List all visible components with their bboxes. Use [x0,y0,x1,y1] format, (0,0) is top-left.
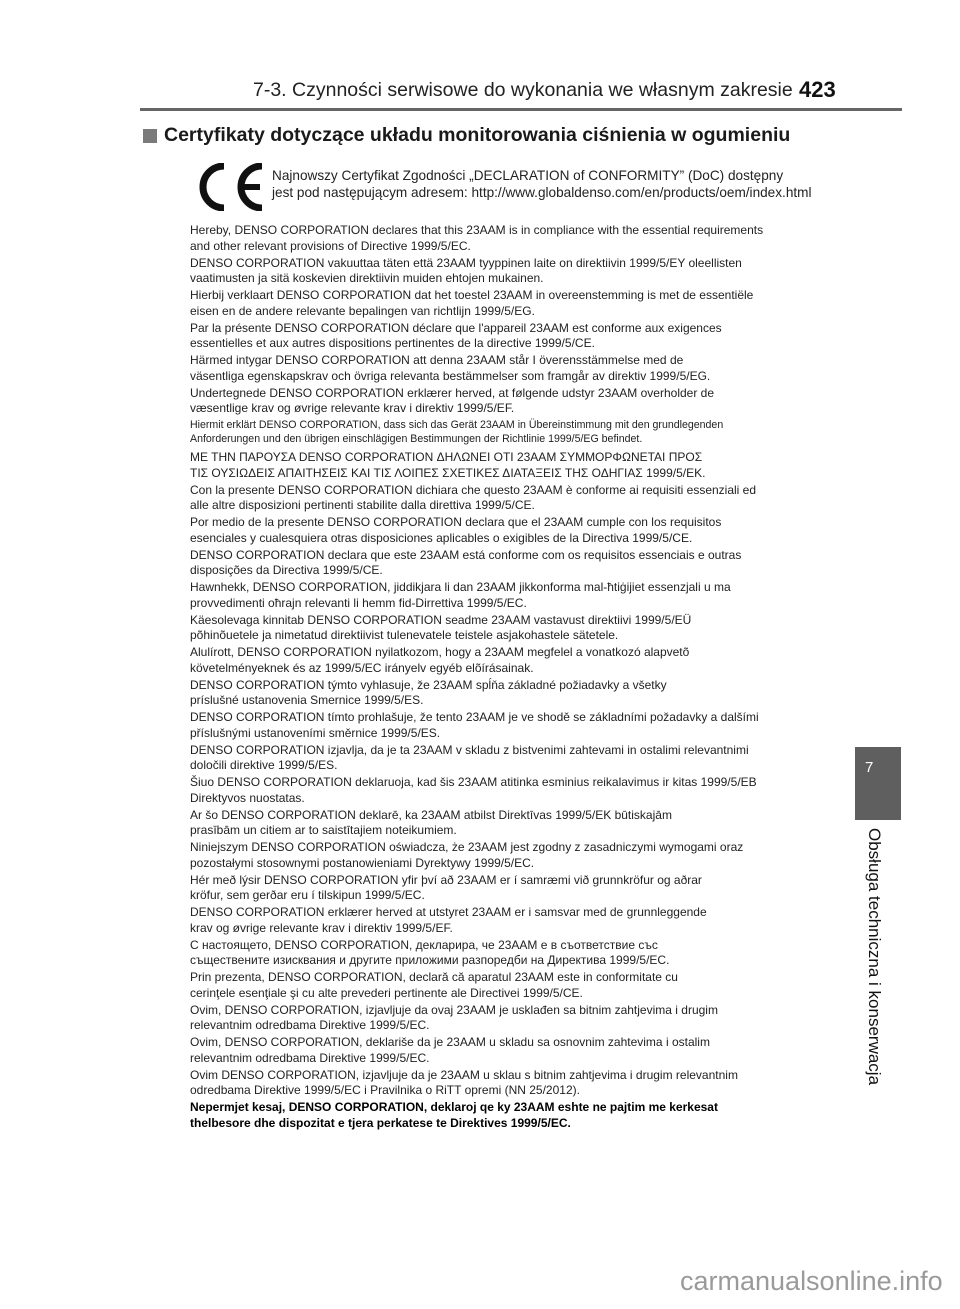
declaration-paragraph [190,743,763,774]
declaration-line: DENSO CORPORATION erklærer herved at utstyret 23AAM er i samsvar med de grunnleggende [190,905,707,919]
declaration-paragraph [190,678,763,709]
declaration-paragraph [190,970,763,1001]
declaration-line: Anforderungen und den übrigen einschlägigen Bestimmungen der Richtlinie 1999/5/EG befindet. [190,433,643,445]
declaration-line: Con la presente DENSO CORPORATION dichiara che questo 23AAM è conforme ai requisiti essenziali ed [190,482,757,497]
declaration-line: prasībām un citiem ar to saistītajiem noteikumiem. [190,823,457,837]
declaration-line: ΤΙΣ ΟΥΣΙΩΔΕΙΣ ΑΠΑΙΤΗΣΕΙΣ ΚΑΙ ΤΙΣ ΛΟΙΠΕΣ ΣΧΕΤΙΚΕΣ ΔΙΑΤΑΞΕΙΣ ΤΗΣ ΟΔΗΓΙΑΣ 1999/5/ΕΚ. [190,465,706,480]
declaration-line: DENSO CORPORATION týmto vyhlasuje, že 23AAM spĺňa základné požiadavky a všetky [190,677,667,692]
declaration-line: DENSO CORPORATION vakuuttaa täten että 23AAM tyyppinen laite on direktiivin 1999/5/EY oleellisten [190,255,742,270]
declaration-paragraph [190,288,763,319]
declaration-paragraph [190,1035,763,1066]
declaration-paragraph [190,450,763,481]
declaration-line: DENSO CORPORATION declara que este 23AAM está conforme com os requisitos essenciais e outras [190,547,742,562]
declaration-line: vaatimusten ja sitä koskevien direktiivin muiden ehtojen mukainen. [190,271,544,285]
declaration-paragraph [190,645,763,676]
declaration-line: določili direktive 1999/5/ES. [190,758,338,772]
declaration-line: Nepermjet kesaj, DENSO CORPORATION, deklaroj qe ky 23AAM eshte ne pajtim me kerkesat [190,1100,718,1114]
declaration-paragraph [190,353,763,384]
declaration-line: съществените изисквания и другите приложими разпоредби на Директива 1999/5/EC. [190,953,670,967]
ce-notice [272,167,812,201]
declaration-paragraph [190,223,763,254]
ce-notice-line: Najnowszy Certyfikat Zgodności „DECLARATION of CONFORMITY” (DoC) dostępny [272,168,784,183]
section-heading [143,124,790,147]
declaration-paragraph [190,710,763,741]
declaration-paragraph [190,256,763,287]
declaration-line: krav og øvrige relevante krav i direktiv 1999/5/EF. [190,920,453,935]
declaration-line: Ovim, DENSO CORPORATION, izjavljuje da ovaj 23AAM je usklađen sa bitnim zahtjevima i drugim [190,1002,718,1017]
declaration-paragraph [190,418,763,446]
declaration-line: Undertegnede DENSO CORPORATION erklærer herved, at følgende udstyr 23AAM overholder de [190,385,715,400]
declaration-line: pozostałymi stosownymi postanowieniami Dyrektywy 1999/5/EC. [190,855,535,870]
declaration-line: essentielles et aux autres dispositions pertinentes de la directive 1999/5/CE. [190,336,595,350]
declaration-paragraph [190,515,763,546]
declarations-list [190,223,763,1133]
declaration-line: Alulírott, DENSO CORPORATION nyilatkozom, hogy a 23AAM megfelel a vonatkozó alapvetõ [190,645,690,659]
declaration-paragraph [190,483,763,514]
declaration-line: Por medio de la presente DENSO CORPORATION declara que el 23AAM cumple con los requisitos [190,515,722,529]
declaration-line: С настоящето, DENSO CORPORATION, декларира, че 23AAM е в съответствие със [190,937,658,952]
declaration-line: cerinţele esenţiale şi cu alte prevederi pertinente ale Directivei 1999/5/CE. [190,985,583,1000]
declaration-paragraph [190,1100,763,1131]
declaration-line: relevantnim odredbama Direktive 1999/5/EC. [190,1018,430,1032]
declaration-paragraph [190,580,763,611]
declaration-line: provvedimenti oħrajn relevanti li hemm fid-Dirrettiva 1999/5/EC. [190,595,527,610]
declaration-line: Härmed intygar DENSO CORPORATION att denna 23AAM står I överensstämmelse med de [190,353,684,367]
declaration-line: Ar šo DENSO CORPORATION deklarē, ka 23AAM atbilst Direktīvas 1999/5/EK būtiskajām [190,807,672,822]
ce-notice-line: jest pod następującym adresem: http://www.globaldenso.com/en/products/oem/index.html [272,185,812,200]
declaration-line: DENSO CORPORATION izjavlja, da je ta 23AAM v skladu z bistvenimi zahtevami in ostalimi relevantnimi [190,742,749,757]
declaration-line: ΜΕ ΤΗΝ ΠΑΡΟΥΣΑ DENSO CORPORATION ΔΗΛΩΝΕΙ ΟΤΙ 23AAM ΣΥΜΜΟΡΦΩΝΕΤΑΙ ΠΡΟΣ [190,450,703,464]
declaration-line: and other relevant provisions of Directive 1999/5/EC. [190,238,471,253]
declaration-line: DENSO CORPORATION tímto prohlašuje, že tento 23AAM je ve shodě se základními požadavky a dalšími [190,710,759,724]
declaration-line: Niniejszym DENSO CORPORATION oświadcza, że 23AAM jest zgodny z zasadniczymi wymogami oraz [190,840,744,854]
declaration-paragraph [190,873,763,904]
declaration-line: thelbesore dhe dispozitat e tjera perkatese te Direktives 1999/5/EC. [190,1115,571,1130]
declaration-line: Direktyvos nuostatas. [190,790,305,805]
declaration-line: Par la présente DENSO CORPORATION déclare que l'appareil 23AAM est conforme aux exigences [190,320,722,335]
declaration-line: væsentlige krav og øvrige relevante krav i direktiv 1999/5/EF. [190,401,515,415]
declaration-line: Ovim, DENSO CORPORATION, deklariše da je 23AAM u skladu sa osnovnim zahtevima i ostalim [190,1035,710,1049]
declaration-line: Hér með lýsir DENSO CORPORATION yfir því að 23AAM er í samræmi við grunnkröfur og aðrar [190,872,702,887]
declaration-paragraph [190,938,763,969]
declaration-line: Hereby, DENSO CORPORATION declares that this 23AAM is in compliance with the essential requirements [190,223,764,237]
declaration-line: odredbama Direktive 1999/5/EC i Pravilnika o RiTT opremi (NN 25/2012). [190,1083,580,1097]
declaration-line: Ovim DENSO CORPORATION, izjavljuje da je 23AAM u sklau s bitnim zahtjevima i drugim relevantnim [190,1067,738,1082]
declaration-paragraph [190,1003,763,1034]
declaration-line: relevantnim odredbama Direktive 1999/5/EC. [190,1050,430,1065]
declaration-line: követelményeknek és az 1999/5/EC irányelv egyéb elõírásainak. [190,660,534,675]
declaration-line: disposições da Directiva 1999/5/CE. [190,563,383,577]
declaration-paragraph [190,840,763,871]
declaration-line: kröfur, sem gerðar eru í tilskipun 1999/5/EC. [190,888,425,902]
declaration-line: Šiuo DENSO CORPORATION deklaruoja, kad šis 23AAM atitinka esminius reikalavimus ir kitas 1999/5/EB [190,775,757,789]
watermark: carmanualsonline.info [680,1266,943,1296]
declaration-paragraph [190,1068,763,1099]
declaration-line: alle altre disposizioni pertinenti stabilite dalla direttiva 1999/5/CE. [190,498,535,512]
declaration-line: Hawnhekk, DENSO CORPORATION, jiddikjara li dan 23AAM jikkonforma mal-ħtiġijiet essenzjali u ma [190,580,731,594]
declaration-paragraph [190,905,763,936]
declaration-line: põhinõuetele ja nimetatud direktiivist tulenevatele teistele asjakohastele sätetele. [190,628,619,642]
page-number: 423 [799,77,836,102]
declaration-paragraph [190,386,763,417]
declaration-line: Hiermit erklärt DENSO CORPORATION, dass sich das Gerät 23AAM in Übereinstimmung mit den grundlegenden [190,419,724,431]
chapter-number: 7 [865,759,874,776]
declaration-paragraph [190,548,763,579]
ce-mark-icon [196,163,266,211]
section-title: Certyfikaty dotyczące układu monitorowania ciśnienia w ogumieniu [164,124,791,146]
declaration-paragraph [190,808,763,839]
section-square-icon [143,129,157,143]
declaration-line: väsentliga egenskapskrav och övriga relevanta bestämmelser som framgår av direktiv 1999/5/EG. [190,368,711,383]
chapter-title: 7-3. Czynności serwisowe do wykonania we własnym zakresie [253,79,793,101]
declaration-paragraph [190,613,763,644]
declaration-paragraph [190,775,763,806]
chapter-tab [855,747,901,820]
chapter-side-label: Obsługa techniczna i konserwacja [865,828,884,1086]
declaration-line: příslušnými ustanoveními směrnice 1999/5/ES. [190,725,441,740]
declaration-paragraph [190,321,763,352]
header-divider [140,108,902,111]
declaration-line: Käesolevaga kinnitab DENSO CORPORATION seadme 23AAM vastavust direktiivi 1999/5/EÜ [190,612,692,627]
declaration-line: príslušné ustanovenia Smernice 1999/5/ES. [190,693,424,707]
declaration-line: Prin prezenta, DENSO CORPORATION, declară că aparatul 23AAM este in conformitate cu [190,970,678,984]
declaration-line: eisen en de andere relevante bepalingen van richtlijn 1999/5/EG. [190,303,535,318]
declaration-line: esenciales y cualesquiera otras disposiciones aplicables o exigibles de la Directiva 1999/5/CE. [190,530,693,545]
declaration-line: Hierbij verklaart DENSO CORPORATION dat het toestel 23AAM in overeenstemming is met de essentiële [190,288,754,302]
